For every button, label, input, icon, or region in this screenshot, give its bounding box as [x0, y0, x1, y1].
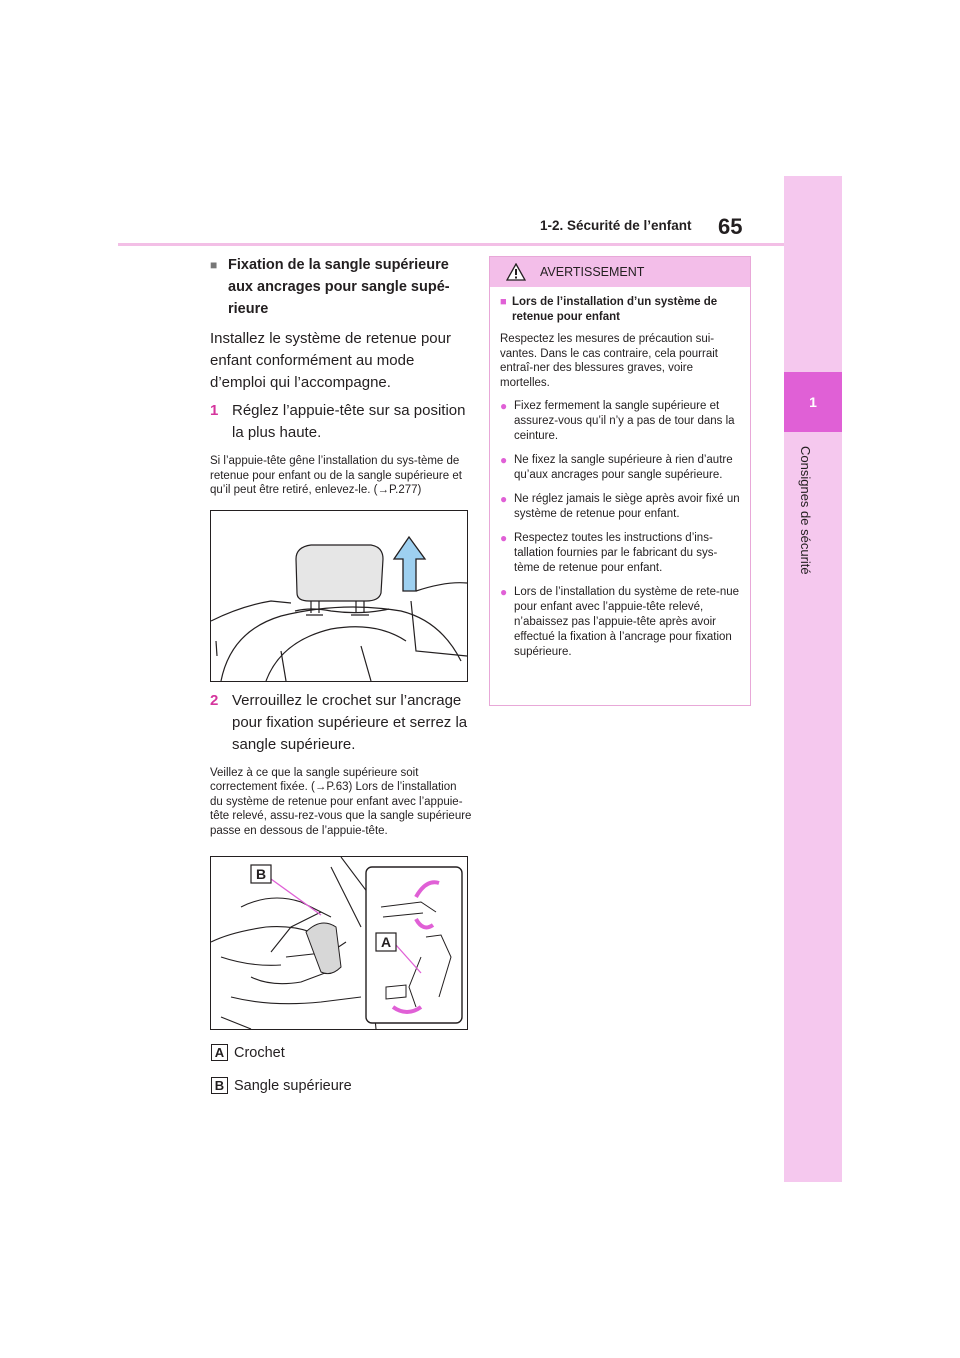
warning-bullet-text: Ne réglez jamais le siège après avoir fixé un système de retenue pour enfant. [514, 493, 740, 520]
step-2 [210, 690, 472, 756]
warning-bullet [500, 585, 742, 660]
legend-item-b [210, 1077, 472, 1094]
chapter-number: 1 [784, 372, 842, 432]
warning-bullet-text: Ne fixez la sangle supérieure à rien d’autre qu’aux ancrages pour sangle supérieure. [514, 454, 733, 481]
page-number: 65 [718, 214, 743, 239]
tether-hook-illustration [210, 856, 468, 1030]
chapter-side-tab [784, 176, 842, 1182]
subheading-text: Fixation de la sangle supérieure aux ancrages pour sangle supé-rieure [228, 257, 450, 317]
warning-subheading-text: Lors de l’installation d’un système de retenue pour enfant [512, 296, 718, 323]
warning-bullet-text: Fixez fermement la sangle supérieure et assurez-vous qu’il n’y a pas de tour dans la ceinture. [514, 400, 735, 442]
headrest-illustration [210, 510, 468, 682]
warning-body [490, 287, 750, 660]
warning-intro: Respectez les mesures de précaution sui-vantes. Dans le cas contraire, cela pourrait entraî-ner des blessures graves, voire mortelles. [500, 333, 718, 389]
step-1-note: Si l’appuie-tête gêne l’installation du sys-tème de retenue pour enfant ou de la sangle supérieure et qu’il peut être retiré, enlevez-le. (→P.277) [210, 455, 462, 496]
warning-triangle-icon [506, 263, 526, 281]
legend-text-a: Crochet [234, 1044, 285, 1061]
warning-bullet-text: Lors de l’installation du système de rete-nue pour enfant avec l’appuie-tête relevé, n’abaissez pas l’appuie-tête après avoir effectué la fixation à l’ancrage pour fixation supérieure. [514, 586, 740, 658]
legend-key-b: B [211, 1077, 228, 1094]
warning-header [490, 257, 750, 287]
main-column [210, 254, 472, 1094]
bullet-dot-icon: ● [500, 453, 508, 467]
figure-label-a: A [380, 934, 392, 950]
step-1 [210, 400, 472, 444]
header-rule [118, 243, 784, 246]
bullet-dot-icon: ● [500, 399, 508, 413]
warning-box [489, 256, 751, 706]
step-2-number: 2 [210, 691, 219, 709]
warning-bullet [500, 453, 742, 483]
intro-text: Installez le système de retenue pour enfant conformément au mode d’emploi qui l’accompagne. [210, 330, 451, 391]
figure-label-b: B [255, 866, 267, 882]
warning-subheading [500, 295, 742, 324]
arrow-up-icon [394, 537, 425, 591]
legend-key-a: A [211, 1044, 228, 1061]
legend-text-b: Sangle supérieure [234, 1077, 352, 1094]
warning-bullet [500, 399, 742, 444]
step-1-number: 1 [210, 402, 219, 419]
warning-bullet [500, 492, 742, 522]
section-subheading [210, 254, 472, 320]
warning-bullet-text: Respectez toutes les instructions d’ins-tallation fournies par le fabricant du sys-tème de retenue pour enfant. [514, 532, 718, 574]
headrest-drawing [211, 511, 467, 681]
tether-drawing [211, 857, 467, 1029]
warning-title: AVERTISSEMENT [540, 265, 645, 279]
step-1-text: Réglez l’appuie-tête sur sa position la plus haute. [232, 402, 466, 441]
chapter-label: Consignes de sécurité [798, 446, 813, 575]
square-bullet-icon: ■ [500, 296, 507, 308]
legend-item-a [210, 1044, 472, 1061]
section-title: 1-2. Sécurité de l’enfant [540, 218, 692, 233]
bullet-dot-icon: ● [500, 492, 508, 506]
step-2-note: Veillez à ce que la sangle supérieure soit correctement fixée. (→P.63) Lors de l’installation du système de retenue pour enfant avec l’appuie-tête relevé, assu-rez-vous que la sangle supérieure passe en dessous de l’appuie-tête. [210, 766, 472, 837]
step-2-text: Verrouillez le crochet sur l’ancrage pour fixation supérieure et serrez la sangle supérieure. [232, 691, 468, 753]
bullet-dot-icon: ● [500, 585, 508, 599]
bullet-dot-icon: ● [500, 531, 508, 545]
warning-bullet [500, 531, 742, 576]
square-bullet-icon: ■ [210, 258, 218, 272]
